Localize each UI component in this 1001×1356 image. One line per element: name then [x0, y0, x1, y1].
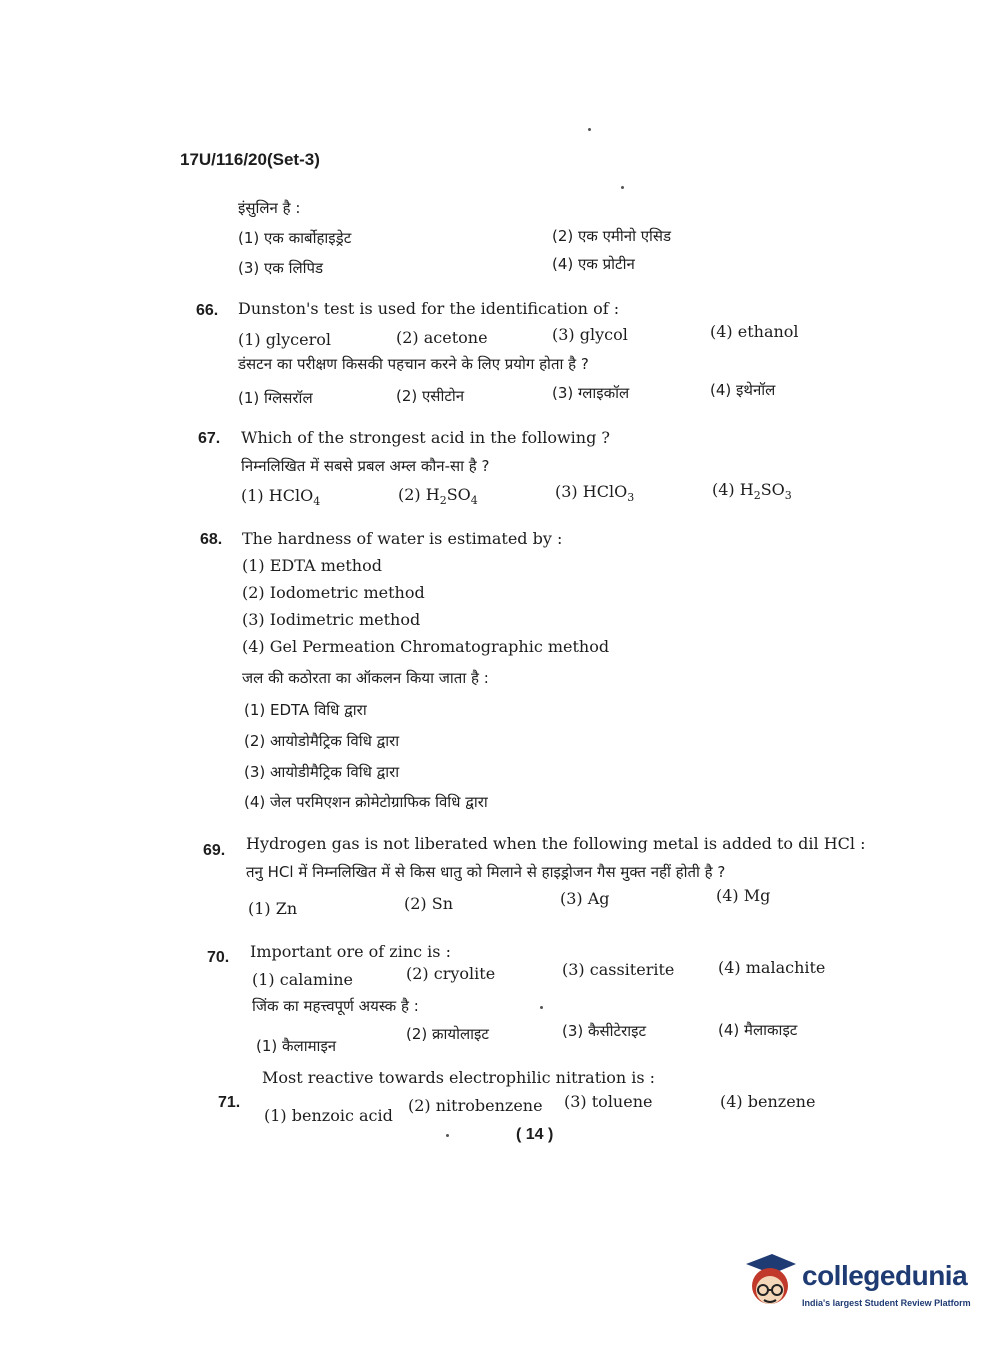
q68-option-2-en: (2) Iodometric method	[242, 583, 425, 602]
q71-stem-english: Most reactive towards electrophilic nitration is :	[262, 1068, 656, 1087]
q67-option-2: (2) $H_2SO_4$	[398, 485, 478, 508]
q67-number: 67.	[198, 430, 221, 447]
q71-option-2: (2) nitrobenzene	[408, 1096, 543, 1115]
q69-option-1: (1) Zn	[248, 899, 298, 918]
q68-stem-english: The hardness of water is estimated by :	[242, 529, 563, 548]
print-speck	[446, 1134, 449, 1137]
q66-number: 66.	[196, 302, 219, 319]
q70-number: 70.	[207, 949, 230, 966]
q70-option-4-en: (4) malachite	[718, 958, 826, 977]
collegedunia-logo	[742, 1250, 972, 1320]
q66-option-2-en: (2) acetone	[396, 328, 488, 347]
q67-option-4: (4) $H_2SO_3$	[712, 480, 792, 503]
q68-option-4-hi: (4) जेल परमिएशन क्रोमेटोग्राफिक विधि द्वारा	[244, 793, 488, 811]
q69-number: 69.	[203, 842, 226, 859]
q66-option-4-hi: (4) इथेनॉल	[710, 381, 776, 399]
q70-option-2-en: (2) cryolite	[406, 964, 496, 983]
q66-option-3-hi: (3) ग्लाइकॉल	[552, 384, 630, 402]
q71-option-3: (3) toluene	[564, 1092, 653, 1111]
q66-option-1-hi: (1) ग्लिसरॉल	[238, 389, 313, 407]
q66-stem-english: Dunston's test is used for the identification of :	[238, 299, 620, 318]
print-speck	[540, 1006, 543, 1009]
q71-option-1: (1) benzoic acid	[264, 1106, 393, 1125]
mascot-icon	[742, 1250, 798, 1314]
q66-option-2-hi: (2) एसीटोन	[396, 387, 465, 405]
q68-stem-hindi: जल की कठोरता का ऑकलन किया जाता है :	[242, 669, 489, 687]
q70-option-2-hi: (2) क्रायोलाइट	[406, 1025, 489, 1043]
q68-option-3-en: (3) Iodimetric method	[242, 610, 421, 629]
q70-option-1-hi: (1) कैलामाइन	[256, 1037, 337, 1055]
q65-option-4: (4) एक प्रोटीन	[552, 255, 635, 273]
q70-option-3-en: (3) cassiterite	[562, 960, 675, 979]
q71-number: 71.	[218, 1094, 241, 1111]
print-speck	[588, 128, 591, 131]
q68-number: 68.	[200, 531, 223, 548]
q65-stem-hindi: इंसुलिन है :	[238, 199, 301, 217]
q70-option-4-hi: (4) मैलाकाइट	[718, 1021, 798, 1039]
q66-stem-hindi: डंसटन का परीक्षण किसकी पहचान करने के लिए प्रयोग होता है ?	[238, 355, 589, 373]
q66-option-3-en: (3) glycol	[552, 325, 628, 344]
q67-stem-hindi: निम्नलिखित में सबसे प्रबल अम्ल कौन-सा है ?	[241, 457, 490, 475]
q67-option-1: (1) HClO$_4$	[241, 486, 321, 509]
q71-option-4: (4) benzene	[720, 1092, 816, 1111]
q69-stem-hindi: तनु HCl में निम्नलिखित में से किस धातु को मिलाने से हाइड्रोजन गैस मुक्त नहीं होती है ?	[246, 863, 726, 881]
q69-option-2: (2) Sn	[404, 894, 454, 913]
q68-option-3-hi: (3) आयोडीमैट्रिक विधि द्वारा	[244, 763, 400, 781]
q68-option-4-en: (4) Gel Permeation Chromatographic method	[242, 637, 610, 656]
q70-stem-english: Important ore of zinc is :	[250, 942, 451, 961]
q70-option-1-en: (1) calamine	[252, 970, 353, 989]
page-number: ( 14 )	[516, 1126, 554, 1143]
q68-option-1-hi: (1) EDTA विधि द्वारा	[244, 701, 367, 719]
q65-option-2: (2) एक एमीनो एसिड	[552, 227, 672, 245]
paper-code: 17U/116/20(Set-3)	[180, 150, 320, 169]
logo-tagline: India's largest Student Review Platform	[802, 1298, 971, 1308]
q69-option-4: (4) Mg	[716, 886, 771, 905]
q67-stem-english: Which of the strongest acid in the following ?	[241, 428, 610, 447]
q67-option-3: (3) HClO$_3$	[555, 482, 635, 505]
q68-option-1-en: (1) EDTA method	[242, 556, 382, 575]
q70-stem-hindi: जिंक का महत्त्वपूर्ण अयस्क है :	[252, 997, 419, 1015]
q70-option-3-hi: (3) कैसीटेराइट	[562, 1022, 647, 1040]
q66-option-4-en: (4) ethanol	[710, 322, 799, 341]
q65-option-1: (1) एक कार्बोहाइड्रेट	[238, 229, 352, 247]
q66-option-1-en: (1) glycerol	[238, 330, 331, 349]
print-speck	[621, 186, 624, 189]
q69-stem-english: Hydrogen gas is not liberated when the following metal is added to dil HCl :	[246, 834, 866, 853]
q65-option-3: (3) एक लिपिड	[238, 259, 324, 277]
logo-wordmark: collegedunia	[802, 1260, 968, 1291]
q69-option-3: (3) Ag	[560, 889, 610, 908]
q68-option-2-hi: (2) आयोडोमैट्रिक विधि द्वारा	[244, 732, 400, 750]
